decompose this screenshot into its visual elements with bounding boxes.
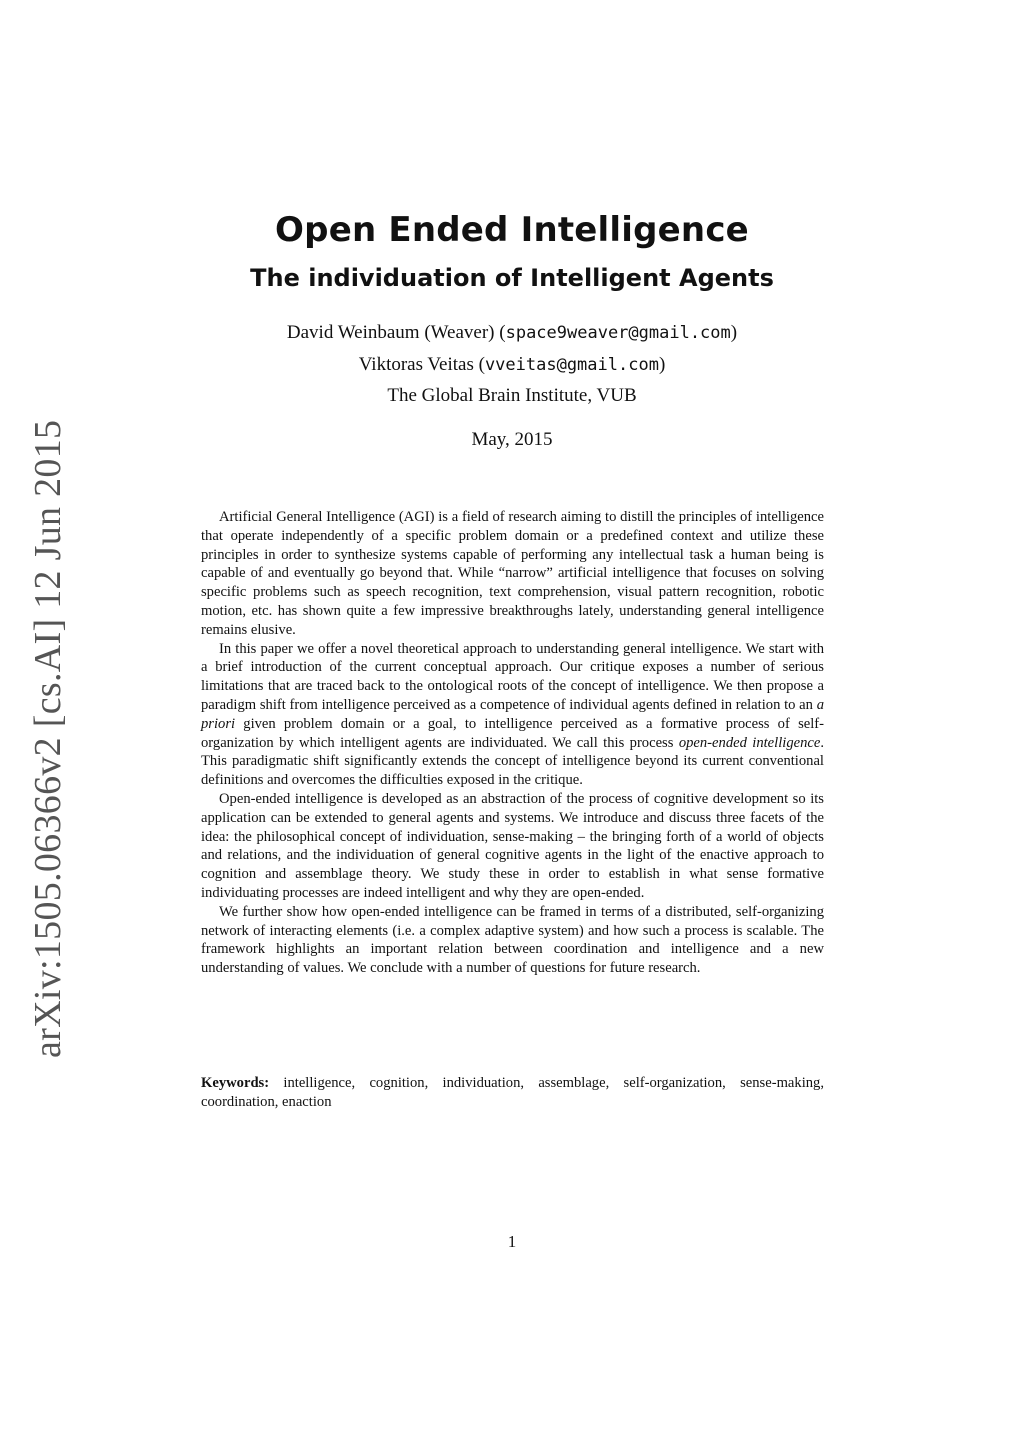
abstract-text: . This paradigmatic shift significantly extends the concept of intelligence beyond its current conventional definitions and overcomes the difficulties exposed in the critique. (201, 734, 825, 789)
keywords (201, 1074, 824, 1112)
abstract-emphasis: a priori (201, 696, 824, 732)
author-line-2: Viktoras Veitas (vveitas@gmail.com) (358, 354, 666, 375)
page-number: 1 (507, 1232, 517, 1251)
abstract-paragraph (201, 640, 824, 790)
abstract-emphasis: open-ended intelligence (678, 734, 821, 751)
author-email: space9weaver@gmail.com (505, 323, 731, 343)
abstract-text: given problem domain or a goal, to intelligence perceived as a formative process of self-organization by which intelligent agents are individuated. We call this process (201, 715, 824, 751)
abstract-paragraph: We further show how open-ended intelligence can be framed in terms of a distributed, self-organizing network of interacting elements (i.e. a complex adaptive system) and how such a process is scalable. The framework highlights an important relation between coordination and intelligence and a new understanding of values. We conclude with a number of questions for future research. (201, 903, 824, 977)
abstract-paragraph: Artificial General Intelligence (AGI) is a field of research aiming to distill the principles of intelligence that operate independently of a specific problem domain or a predefined context and utilize these principles in order to synthesize systems capable of performing any intellectual task a human being is capable of and eventually go beyond that. While “narrow” artificial intelligence that focuses on solving specific problems such as speech recognition, text comprehension, visual pattern recognition, robotic motion, etc. has shown quite a few impressive breakthroughs lately, understanding general intelligence remains elusive. (201, 509, 824, 638)
abstract-text: In this paper we offer a novel theoretical approach to understanding general intelligence. We start with a brief introduction of the current conceptual approach. Our critique exposes a number of serious limitations that are traced back to the ontological roots of the concept of intelligence. We then propose a paradigm shift from intelligence perceived as a competence of individual agents defined in relation to an (201, 640, 824, 713)
arxiv-identifier: arXiv:1505.06366v2 [cs.AI] 12 Jun 2015 (27, 419, 69, 1058)
author-line-1: David Weinbaum (Weaver) (space9weaver@gmail.com) (286, 322, 738, 343)
author-name: Viktoras Veitas (358, 354, 474, 375)
author-email: vveitas@gmail.com (484, 355, 659, 375)
keywords-list: intelligence, cognition, individuation, assemblage, self-organization, sense-making, coordination, enaction (201, 1075, 824, 1110)
paper-title: Open Ended Intelligence (275, 210, 749, 250)
author-name: David Weinbaum (Weaver) (286, 322, 495, 343)
affiliation: The Global Brain Institute, VUB (387, 385, 637, 406)
abstract-paragraph: Open-ended intelligence is developed as an abstraction of the process of cognitive development so its application can be extended to general agents and systems. We introduce and discuss three facets of the idea: the philosophical concept of individuation, sense-making – the bringing forth of a world of objects and relations, and the individuation of general cognitive agents in the light of the enactive approach to cognition and assemblage theory. We study these in order to establish in what sense formative individuating processes are indeed intelligent and why they are open-ended. (201, 790, 824, 901)
abstract (201, 508, 824, 978)
publication-date: May, 2015 (471, 429, 553, 450)
keywords-label: Keywords: (201, 1075, 270, 1091)
paper-subtitle: The individuation of Intelligent Agents (250, 264, 774, 292)
